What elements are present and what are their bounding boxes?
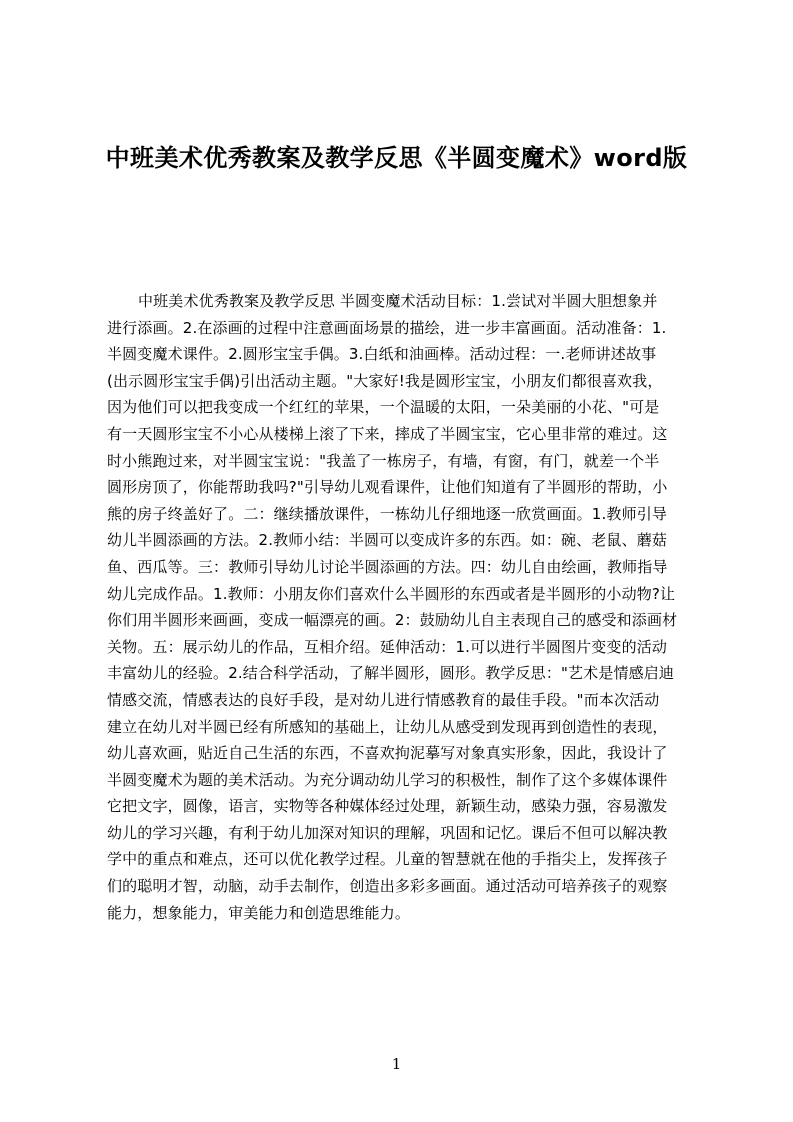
body-line: 幼儿喜欢画，贴近自己生活的东西，不喜欢拘泥摹写对象真实形象，因此，我设计了 — [107, 744, 668, 763]
document-body — [107, 288, 697, 928]
body-line: (出示圆形宝宝手偶)引出活动主题。"大家好!我是圆形宝宝，小朋友们都很喜欢我， — [107, 371, 663, 390]
body-line: 鱼、西瓜等。三：教师引导幼儿讨论半圆添画的方法。四：幼儿自由绘画，教师指导 — [107, 557, 668, 576]
body-line: 因为他们可以把我变成一个红红的苹果，一个温暖的太阳，一朵美丽的小花、"可是 — [107, 398, 660, 417]
body-line: 你们用半圆形来画画，变成一幅漂亮的画。2：鼓励幼儿自主表现自己的感受和添画材 — [107, 611, 678, 630]
body-line: 时小熊跑过来，对半圆宝宝说："我盖了一栋房子，有墙，有窗，有门，就差一个半 — [107, 451, 660, 470]
body-line: 它把文字，圆像，语言，实物等各种媒体经过处理，新颖生动，感染力强，容易激发 — [107, 797, 668, 816]
body-line: 进行添画。2.在添画的过程中注意画面场景的描绘，进一步丰富画面。活动准备：1. — [107, 318, 667, 337]
body-line: 圆形房顶了，你能帮助我吗?"引导幼儿观看课件，让他们知道有了半圆形的帮助，小 — [107, 478, 668, 497]
body-line: 幼儿完成作品。1.教师：小朋友你们喜欢什么半圆形的东西或者是半圆形的小动物?让 — [107, 584, 676, 603]
body-line: 半圆变魔术为题的美术活动。为充分调动幼儿学习的积极性，制作了这个多媒体课件 — [107, 770, 668, 789]
body-line: 丰富幼儿的经验。2.结合科学活动，了解半圆形，圆形。教学反思："艺术是情感启迪 — [107, 664, 675, 683]
body-line: 熊的房子终盖好了。二：继续播放课件，一栋幼儿仔细地逐一欣赏画面。1.教师引导 — [107, 504, 668, 523]
body-line: 能力，想象能力，审美能力和创造思维能力。 — [107, 903, 411, 922]
body-line: 情感交流，情感表达的良好手段，是对幼儿进行情感教育的最佳手段。"而本次活动 — [107, 690, 660, 709]
document-title: 中班美术优秀教案及教学反思《半圆变魔术》word版 — [105, 144, 688, 172]
body-line: 有一天圆形宝宝不小心从楼梯上滚了下来，摔成了半圆宝宝，它心里非常的难过。这 — [107, 424, 668, 443]
page-number: 1 — [391, 1055, 402, 1073]
body-line: 学中的重点和难点，还可以优化教学过程。儿童的智慧就在他的手指尖上，发挥孩子 — [107, 850, 668, 869]
body-line: 关物。五：展示幼儿的作品，互相介绍。延伸活动：1.可以进行半圆图片变变的活动 — [107, 637, 668, 656]
body-line: 们的聪明才智，动脑，动手去制作，创造出多彩多画面。通过活动可培养孩子的观察 — [107, 877, 668, 896]
body-line: 建立在幼儿对半圆已经有所感知的基础上，让幼儿从感受到发现再到创造性的表现， — [107, 717, 668, 736]
body-line: 中班美术优秀教案及教学反思 半圆变魔术活动目标：1.尝试对半圆大胆想象并 — [138, 292, 658, 310]
body-line: 半圆变魔术课件。2.圆形宝宝手偶。3.白纸和油画棒。活动过程：一.老师讲述故事 — [107, 345, 657, 364]
body-line: 幼儿的学习兴趣，有利于幼儿加深对知识的理解，巩固和记忆。课后不但可以解决教 — [107, 823, 668, 842]
body-line: 幼儿半圆添画的方法。2.教师小结：半圆可以变成许多的东西。如：碗、老鼠、蘑菇 — [107, 531, 668, 550]
